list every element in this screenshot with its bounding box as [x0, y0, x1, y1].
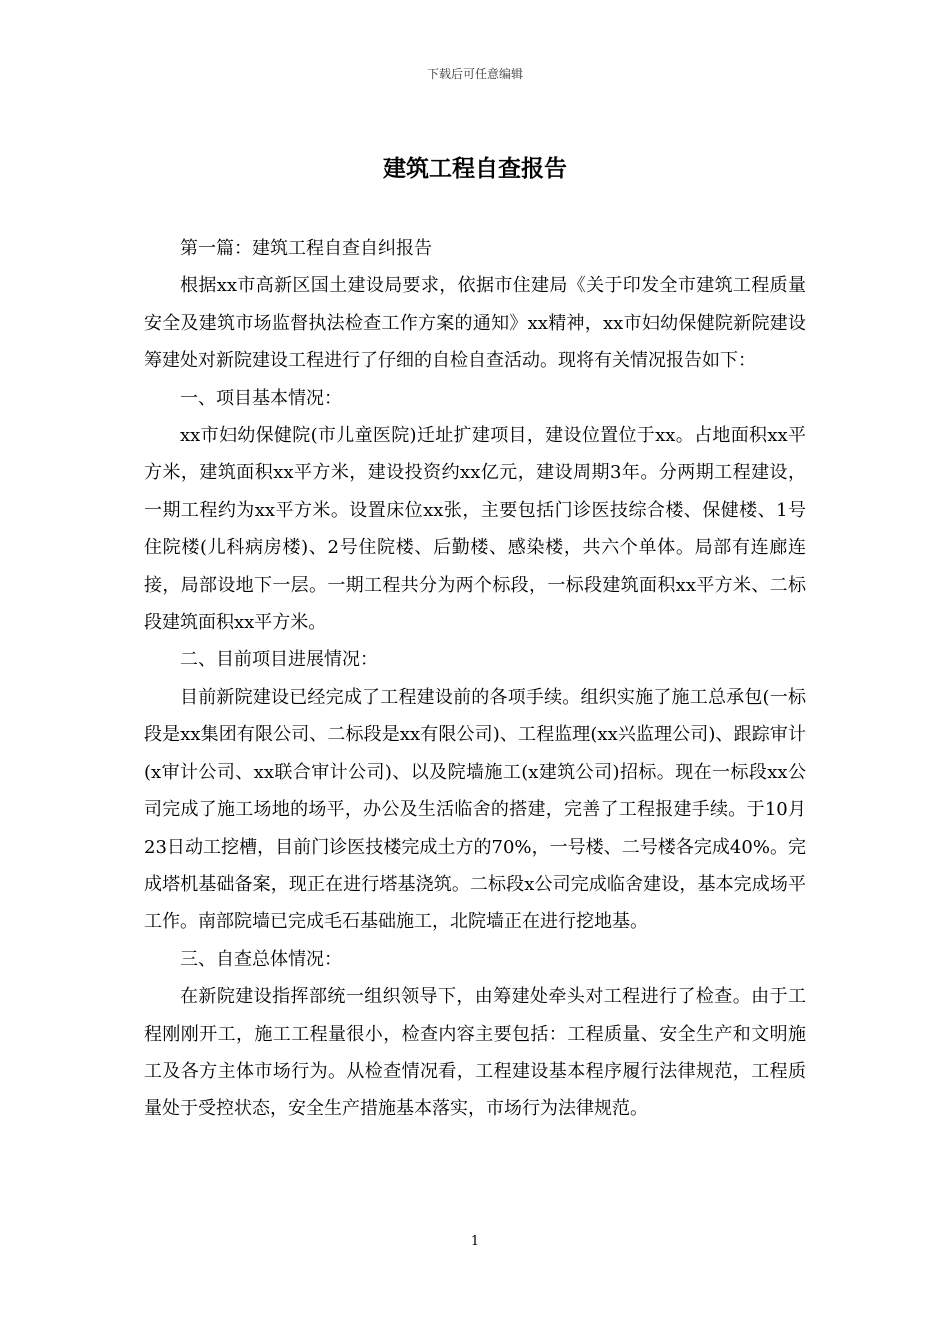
- progress-paragraph: 目前新院建设已经完成了工程建设前的各项手续。组织实施了施工总承包(一标段是xx集团有限公司、二标段是xx有限公司)、工程监理(xx兴监理公司)、跟踪审计(x审计公司、xx联合审计公司)、以及院墙施工(x建筑公司)招标。现在一标段xx公司完成了施工场地的场平，办公及生活临舍的搭建，完善了工程报建手续。于10月23日动工挖槽，目前门诊医技楼完成土方的70%，一号楼、二号楼各完成40%。完成塔机基础备案，现正在进行塔基浇筑。二标段x公司完成临舍建设，基本完成场平工作。南部院墙已完成毛石基础施工，北院墙正在进行挖地基。: [144, 686, 806, 933]
- document-title: 建筑工程自查报告: [383, 156, 567, 182]
- header-note: 下载后可任意编辑: [426, 67, 523, 81]
- section-heading-progress: 二、目前项目进展情况：: [180, 649, 378, 671]
- intro-paragraph: 根据xx市高新区国土建设局要求，依据市住建局《关于印发全市建筑工程质量安全及建筑市场监督执法检查工作方案的通知》xx精神，xx市妇幼保健院新院建设筹建处对新院建设工程进行了仔细的自检自查活动。现将有关情况报告如下：: [144, 275, 806, 372]
- section-heading-project-info: 一、项目基本情况：: [180, 387, 342, 409]
- self-check-paragraph: 在新院建设指挥部统一组织领导下，由筹建处牵头对工程进行了检查。由于工程刚刚开工，施工工程量很小，检查内容主要包括：工程质量、安全生产和文明施工及各方主体市场行为。从检查情况看，工程建设基本程序履行法律规范，工程质量处于受控状态，安全生产措施基本落实，市场行为法律规范。: [144, 986, 806, 1120]
- section-heading-part-one: 第一篇：建筑工程自查自纠报告: [180, 238, 432, 259]
- project-info-paragraph: xx市妇幼保健院(市儿童医院)迁址扩建项目，建设位置位于xx。占地面积xx平方米，建筑面积xx平方米，建设投资约xx亿元，建设周期3年。分两期工程建设，一期工程约为xx平方米。设置床位xx张，主要包括门诊医技综合楼、保健楼、1号住院楼(儿科病房楼)、2号住院楼、后勤楼、感染楼，共六个单体。局部有连廊连接，局部设地下一层。一期工程共分为两个标段，一标段建筑面积xx平方米、二标段建筑面积xx平方米。: [144, 425, 806, 634]
- page-number: 1: [470, 1234, 480, 1249]
- section-heading-self-check: 三、自查总体情况：: [180, 948, 342, 970]
- document-body: [144, 230, 806, 1128]
